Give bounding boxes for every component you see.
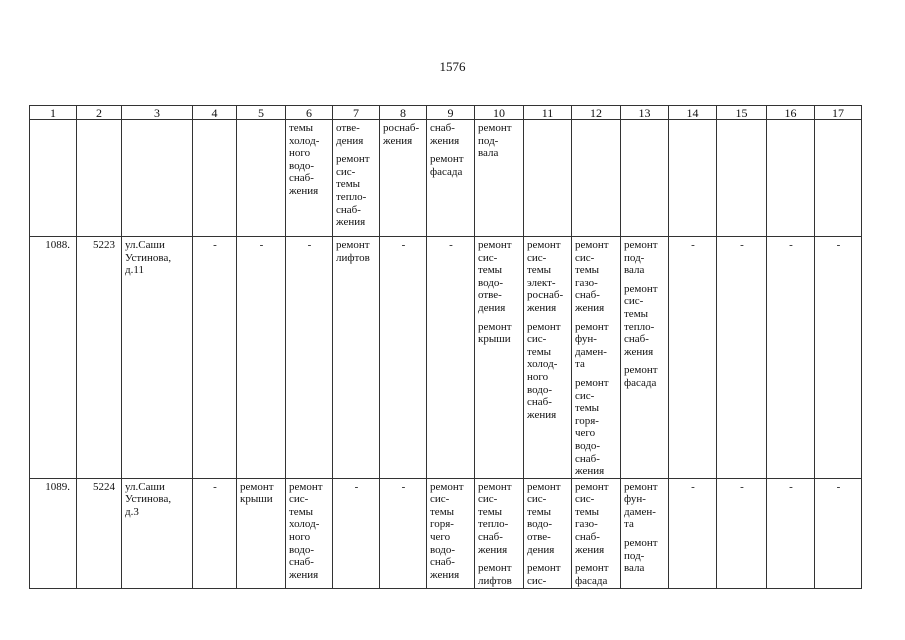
empty-value: -	[380, 478, 427, 588]
table-cell	[333, 120, 380, 237]
column-number: 8	[380, 106, 427, 120]
repair-item-line: под-	[624, 549, 645, 562]
repair-item-line: крыши	[240, 493, 273, 506]
page-number: 1576	[439, 59, 466, 74]
repair-item	[527, 481, 569, 557]
continuation-row	[30, 120, 862, 237]
repair-item-line: жения	[527, 408, 557, 421]
repair-item-line: жения	[624, 345, 654, 358]
column-number-header-row	[30, 106, 862, 120]
repair-item-line: холод-	[527, 358, 558, 371]
repair-item-line: дамен-	[624, 505, 656, 518]
repair-item-line: ного	[289, 147, 311, 160]
repair-item-line: темы	[289, 505, 314, 518]
repair-item-line: тепло-	[336, 190, 367, 203]
table-cell	[77, 120, 122, 237]
table-cell	[572, 237, 621, 479]
repair-item	[575, 562, 618, 587]
table-cell	[286, 478, 333, 588]
repair-item-line: ремонт	[478, 239, 512, 251]
column-number: 11	[524, 106, 572, 120]
repair-item-line: отве-	[527, 531, 551, 544]
repair-item-line: ного	[527, 370, 549, 383]
repair-item-line: фасада	[624, 376, 657, 389]
repair-item-line: жения	[289, 184, 319, 197]
repair-item-line: ремонт	[624, 480, 658, 493]
table-cell	[621, 120, 669, 237]
repair-item	[336, 239, 377, 264]
repair-item-line: сис-	[575, 251, 595, 264]
repair-item-line: отве-	[478, 289, 502, 302]
table-cell	[30, 120, 77, 237]
repair-item	[240, 481, 283, 506]
empty-value: -	[193, 237, 237, 479]
repair-item-line: сис-	[478, 493, 498, 506]
repair-item-line: темы	[575, 402, 600, 415]
repair-item-line: сис-	[527, 251, 547, 264]
repair-item-line: снаб-	[289, 172, 314, 185]
address-line: ул.Саши	[125, 480, 165, 493]
table-cell	[237, 120, 286, 237]
table-cell	[475, 237, 524, 479]
repair-item-line: ремонт	[575, 480, 609, 493]
repair-item-line: ремонт	[240, 480, 274, 493]
row-number: 1088.	[30, 237, 77, 479]
repair-item	[527, 321, 569, 422]
building-code: 5223	[77, 237, 122, 479]
table-cell	[427, 478, 475, 588]
column-number: 9	[427, 106, 475, 120]
repair-item-line: ремонт	[527, 239, 561, 251]
repair-item-line: жения	[289, 568, 319, 581]
repair-item-line: жения	[575, 543, 605, 556]
repair-item	[527, 239, 569, 315]
table-cell	[572, 478, 621, 588]
repair-item-line: жения	[430, 134, 460, 147]
repair-item	[430, 122, 472, 147]
table-cell	[380, 120, 427, 237]
table-cell	[669, 120, 717, 237]
repair-item-line: ремонт	[478, 320, 512, 333]
repair-item-line: ремонт	[527, 480, 561, 493]
table-cell	[717, 120, 767, 237]
repair-item	[478, 239, 521, 315]
repair-item-line: ремонт	[624, 364, 658, 377]
repair-item	[624, 481, 666, 531]
empty-value: -	[815, 237, 862, 479]
repair-item-line: роснаб-	[527, 289, 564, 302]
repair-item-line: темы	[289, 122, 314, 134]
repair-item-line: жения	[383, 134, 413, 147]
repair-item-line: снаб-	[430, 556, 455, 569]
repair-item-line: холод-	[289, 518, 320, 531]
repair-item-line: темы	[478, 505, 503, 518]
repair-item-line: сис-	[527, 493, 547, 506]
table-row	[30, 237, 862, 479]
repair-item-line: водо-	[430, 543, 456, 556]
repair-item-line: лифтов	[478, 574, 512, 587]
column-number: 4	[193, 106, 237, 120]
repair-item	[575, 377, 618, 478]
repair-item-line: чего	[575, 427, 596, 440]
repair-item	[430, 153, 472, 178]
repair-item	[527, 562, 569, 587]
repair-item	[289, 122, 330, 198]
repair-item-line: ного	[289, 531, 311, 544]
repair-item-line: ремонт	[336, 153, 370, 166]
repair-item-line: отве-	[336, 122, 360, 134]
table-cell	[621, 237, 669, 479]
repair-item-line: снаб-	[575, 531, 600, 544]
empty-value: -	[427, 237, 475, 479]
repair-item-line: дамен-	[575, 345, 607, 358]
repair-item-line: ремонт	[624, 537, 658, 550]
repair-item-line: снаб-	[336, 203, 361, 216]
repair-item-line: снаб-	[430, 122, 455, 134]
repair-item-line: сис-	[289, 493, 309, 506]
table-cell	[427, 120, 475, 237]
repair-item	[336, 153, 377, 229]
repair-item-line: ремонт	[478, 122, 512, 134]
address-cell	[122, 237, 193, 479]
repair-item-line: снаб-	[289, 556, 314, 569]
repair-item-line: сис-	[527, 574, 547, 587]
repair-item-line: темы	[478, 264, 503, 277]
repair-item-line: водо-	[289, 543, 315, 556]
column-number: 17	[815, 106, 862, 120]
repair-item-line: ремонт	[575, 376, 609, 389]
table-row	[30, 478, 862, 588]
column-number: 10	[475, 106, 524, 120]
empty-value: -	[286, 237, 333, 479]
repair-item-line: ремонт	[624, 282, 658, 295]
repair-item-line: снаб-	[527, 396, 552, 409]
address-cell	[122, 478, 193, 588]
repair-item-line: дения	[527, 543, 555, 556]
repair-item-line: ремонт	[575, 562, 609, 575]
repair-item-line: ремонт	[478, 562, 512, 575]
repair-item-line: водо-	[478, 276, 504, 289]
column-number: 7	[333, 106, 380, 120]
column-number: 14	[669, 106, 717, 120]
repair-item-line: ремонт	[336, 239, 370, 251]
address-line: д.11	[125, 264, 144, 277]
table-cell	[475, 478, 524, 588]
row-number: 1089.	[30, 478, 77, 588]
repair-item-line: жения	[336, 216, 366, 229]
address-line: Устинова,	[125, 251, 172, 264]
repair-item-line: фасада	[575, 574, 608, 587]
repair-item-line: водо-	[575, 439, 601, 452]
repair-item-line: сис-	[575, 493, 595, 506]
repair-item-line: темы	[527, 505, 552, 518]
repair-item-line: вала	[624, 264, 645, 277]
column-number: 5	[237, 106, 286, 120]
repair-item-line: тепло-	[478, 518, 509, 531]
column-number: 3	[122, 106, 193, 120]
repair-item-line: темы	[527, 345, 552, 358]
repair-item-line: ремонт	[575, 320, 609, 333]
address-line: Устинова,	[125, 493, 172, 506]
repair-item-line: ремонт	[527, 562, 561, 575]
table-cell	[524, 120, 572, 237]
repair-item	[478, 481, 521, 557]
repair-item-line: темы	[336, 178, 361, 191]
repair-item-line: темы	[430, 505, 455, 518]
repair-item-line: водо-	[289, 159, 315, 172]
repair-item	[478, 562, 521, 587]
table-cell	[286, 120, 333, 237]
repair-item-line: крыши	[478, 333, 511, 346]
repair-item-line: ремонт	[430, 480, 464, 493]
repair-item-line: вала	[624, 562, 645, 575]
repair-item-line: чего	[430, 531, 451, 544]
repair-item	[478, 122, 521, 160]
empty-value: -	[717, 478, 767, 588]
address-line: д.3	[125, 505, 139, 518]
repair-item-line: сис-	[336, 165, 356, 178]
table-cell	[815, 120, 862, 237]
address-line: ул.Саши	[125, 239, 165, 251]
repair-item-line: темы	[527, 264, 552, 277]
repair-item-line: темы	[575, 505, 600, 518]
repair-item-line: холод-	[289, 134, 320, 147]
repair-item-line: ремонт	[478, 480, 512, 493]
repair-item-line: жения	[430, 568, 460, 581]
repair-item-line: ремонт	[527, 320, 561, 333]
repair-item-line: фун-	[624, 493, 646, 506]
repair-item-line: темы	[624, 307, 649, 320]
empty-value: -	[717, 237, 767, 479]
repair-schedule-table	[29, 105, 862, 589]
repair-item-line: газо-	[575, 276, 598, 289]
repair-item-line: фун-	[575, 333, 597, 346]
repair-item	[336, 122, 377, 147]
empty-value: -	[193, 478, 237, 588]
empty-value: -	[767, 237, 815, 479]
column-number: 6	[286, 106, 333, 120]
repair-item	[478, 321, 521, 346]
repair-item-line: тепло-	[624, 320, 655, 333]
repair-item-line: жения	[527, 301, 557, 314]
table-cell	[122, 120, 193, 237]
building-code: 5224	[77, 478, 122, 588]
repair-item-line: снаб-	[478, 531, 503, 544]
repair-item-line: жения	[575, 301, 605, 314]
column-number: 15	[717, 106, 767, 120]
repair-item	[624, 537, 666, 575]
repair-item-line: дения	[336, 134, 364, 147]
repair-item	[383, 122, 424, 147]
repair-item-line: сис-	[575, 389, 595, 402]
repair-item-line: сис-	[527, 333, 547, 346]
repair-item-line: сис-	[478, 251, 498, 264]
repair-item	[624, 239, 666, 277]
repair-item-line: темы	[575, 264, 600, 277]
repair-item-line: горя-	[575, 414, 599, 427]
column-number: 13	[621, 106, 669, 120]
column-number: 2	[77, 106, 122, 120]
repair-item	[624, 364, 666, 389]
repair-item-line: роснаб-	[383, 122, 420, 134]
repair-item-line: та	[575, 358, 585, 371]
repair-item-line: та	[624, 518, 634, 531]
empty-value: -	[669, 478, 717, 588]
repair-item-line: водо-	[527, 383, 553, 396]
repair-item-line: под-	[624, 251, 645, 264]
repair-item	[624, 283, 666, 359]
repair-item	[575, 239, 618, 315]
table-cell	[572, 120, 621, 237]
column-number: 16	[767, 106, 815, 120]
repair-item-line: под-	[478, 134, 499, 147]
repair-item-line: жения	[478, 543, 508, 556]
table-cell	[237, 478, 286, 588]
empty-value: -	[380, 237, 427, 479]
repair-item-line: снаб-	[624, 333, 649, 346]
table-cell	[767, 120, 815, 237]
repair-item-line: вала	[478, 147, 499, 160]
empty-value: -	[333, 478, 380, 588]
repair-item	[575, 481, 618, 557]
table-cell	[621, 478, 669, 588]
empty-value: -	[669, 237, 717, 479]
repair-item-line: ремонт	[624, 239, 658, 251]
repair-item-line: снаб-	[575, 452, 600, 465]
repair-item-line: дения	[478, 301, 506, 314]
table-cell	[193, 120, 237, 237]
table-cell	[475, 120, 524, 237]
table-cell	[524, 478, 572, 588]
repair-item-line: снаб-	[575, 289, 600, 302]
repair-item-line: газо-	[575, 518, 598, 531]
repair-item	[575, 321, 618, 371]
repair-item-line: ремонт	[430, 153, 464, 166]
repair-item-line: фасада	[430, 165, 463, 178]
repair-item-line: горя-	[430, 518, 454, 531]
repair-item-line: ремонт	[289, 480, 323, 493]
repair-item	[430, 481, 472, 582]
repair-item	[289, 481, 330, 582]
empty-value: -	[237, 237, 286, 479]
repair-item-line: лифтов	[336, 251, 370, 264]
repair-item-line: сис-	[430, 493, 450, 506]
column-number: 1	[30, 106, 77, 120]
table-cell	[333, 237, 380, 479]
empty-value: -	[767, 478, 815, 588]
table-cell	[524, 237, 572, 479]
column-number: 12	[572, 106, 621, 120]
repair-item-line: жения	[575, 465, 605, 478]
repair-item-line: сис-	[624, 295, 644, 308]
repair-item-line: водо-	[527, 518, 553, 531]
repair-item-line: ремонт	[575, 239, 609, 251]
empty-value: -	[815, 478, 862, 588]
repair-item-line: элект-	[527, 276, 556, 289]
